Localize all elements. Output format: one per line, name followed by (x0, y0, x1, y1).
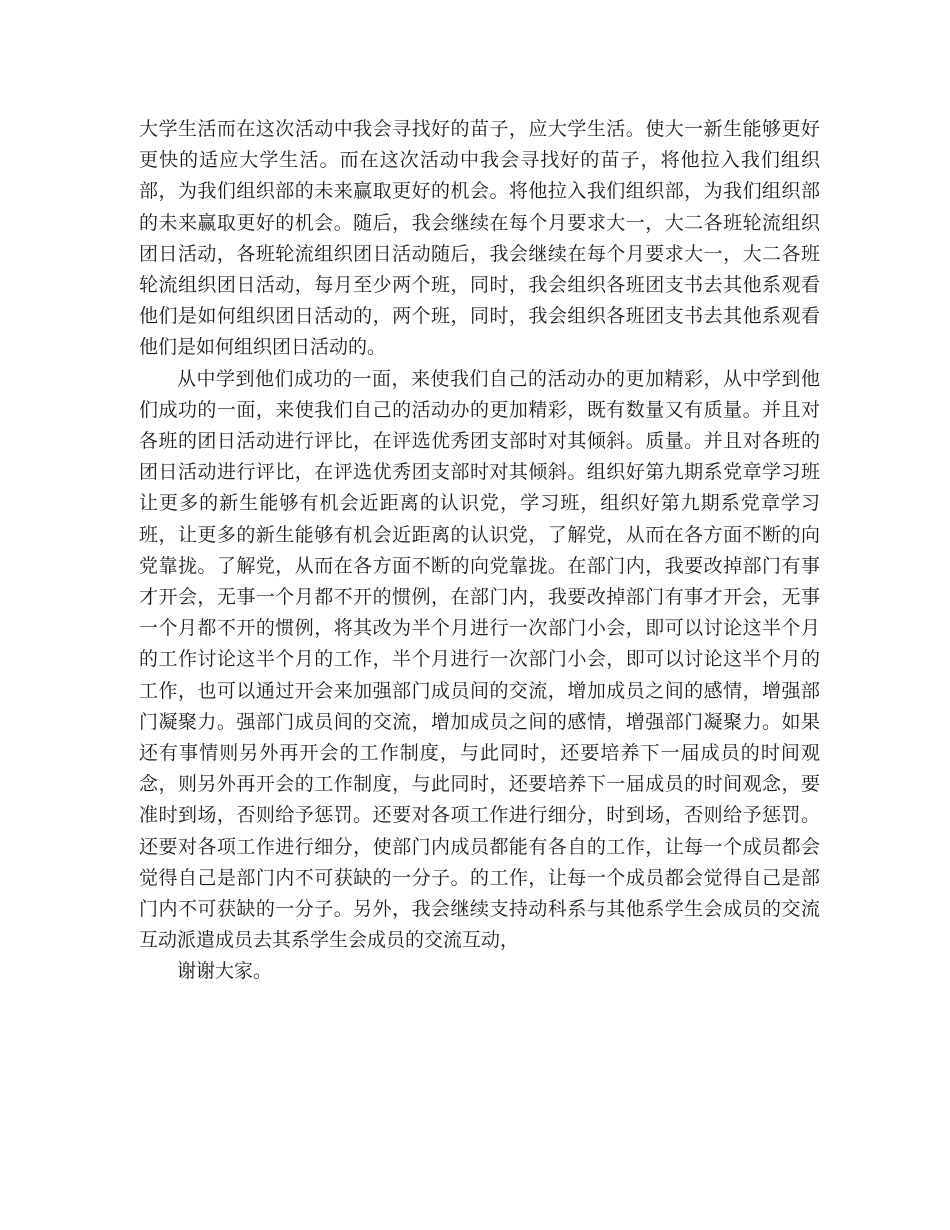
document-body (139, 114, 820, 988)
paragraph-1: 大学生活而在这次活动中我会寻找好的苗子，应大学生活。使大一新生能够更好更快的适应大学生活。而在这次活动中我会寻找好的苗子，将他拉入我们组织部，为我们组织部的未来赢取更好的机会。将他拉入我们组织部，为我们组织部的未来赢取更好的机会。随后，我会继续在每个月要求大一，大二各班轮流组织团日活动，各班轮流组织团日活动随后，我会继续在每个月要求大一，大二各班轮流组织团日活动，每月至少两个班，同时，我会组织各班团支书去其他系观看他们是如何组织团日活动的，两个班，同时，我会组织各班团支书去其他系观看他们是如何组织团日活动的。 (139, 118, 820, 359)
paragraph-closing: 谢谢大家。 (177, 960, 273, 983)
paragraph-2: 从中学到他们成功的一面，来使我们自己的活动办的更加精彩，从中学到他们成功的一面，来使我们自己的活动办的更加精彩，既有数量又有质量。并且对各班的团日活动进行评比，在评选优秀团支部时对其倾斜。质量。并且对各班的团日活动进行评比，在评选优秀团支部时对其倾斜。组织好第九期系党章学习班让更多的新生能够有机会近距离的认识党，学习班，组织好第九期系党章学习班，让更多的新生能够有机会近距离的认识党，了解党，从而在各方面不断的向党靠拢。了解党，从而在各方面不断的向党靠拢。在部门内，我要改掉部门有事才开会，无事一个月都不开的惯例，在部门内，我要改掉部门有事才开会，无事一个月都不开的惯例，将其改为半个月进行一次部门小会，即可以讨论这半个月的工作讨论这半个月的工作，半个月进行一次部门小会，即可以讨论这半个月的工作，也可以通过开会来加强部门成员间的交流，增加成员之间的感情，增强部门凝聚力。强部门成员间的交流，增加成员之间的感情，增强部门凝聚力。如果还有事情则另外再开会的工作制度，与此同时，还要培养下一届成员的时间观念，则另外再开会的工作制度，与此同时，还要培养下一届成员的时间观念，要准时到场，否则给予惩罚。还要对各项工作进行细分，时到场，否则给予惩罚。还要对各项工作进行细分，使部门内成员都能有各自的工作，让每一个成员都会觉得自己是部门内不可获缺的一分子。的工作，让每一个成员都会觉得自己是部门内不可获缺的一分子。另外，我会继续支持动科系与其他系学生会成员的交流互动派遣成员去其系学生会成员的交流互动， (139, 367, 820, 952)
